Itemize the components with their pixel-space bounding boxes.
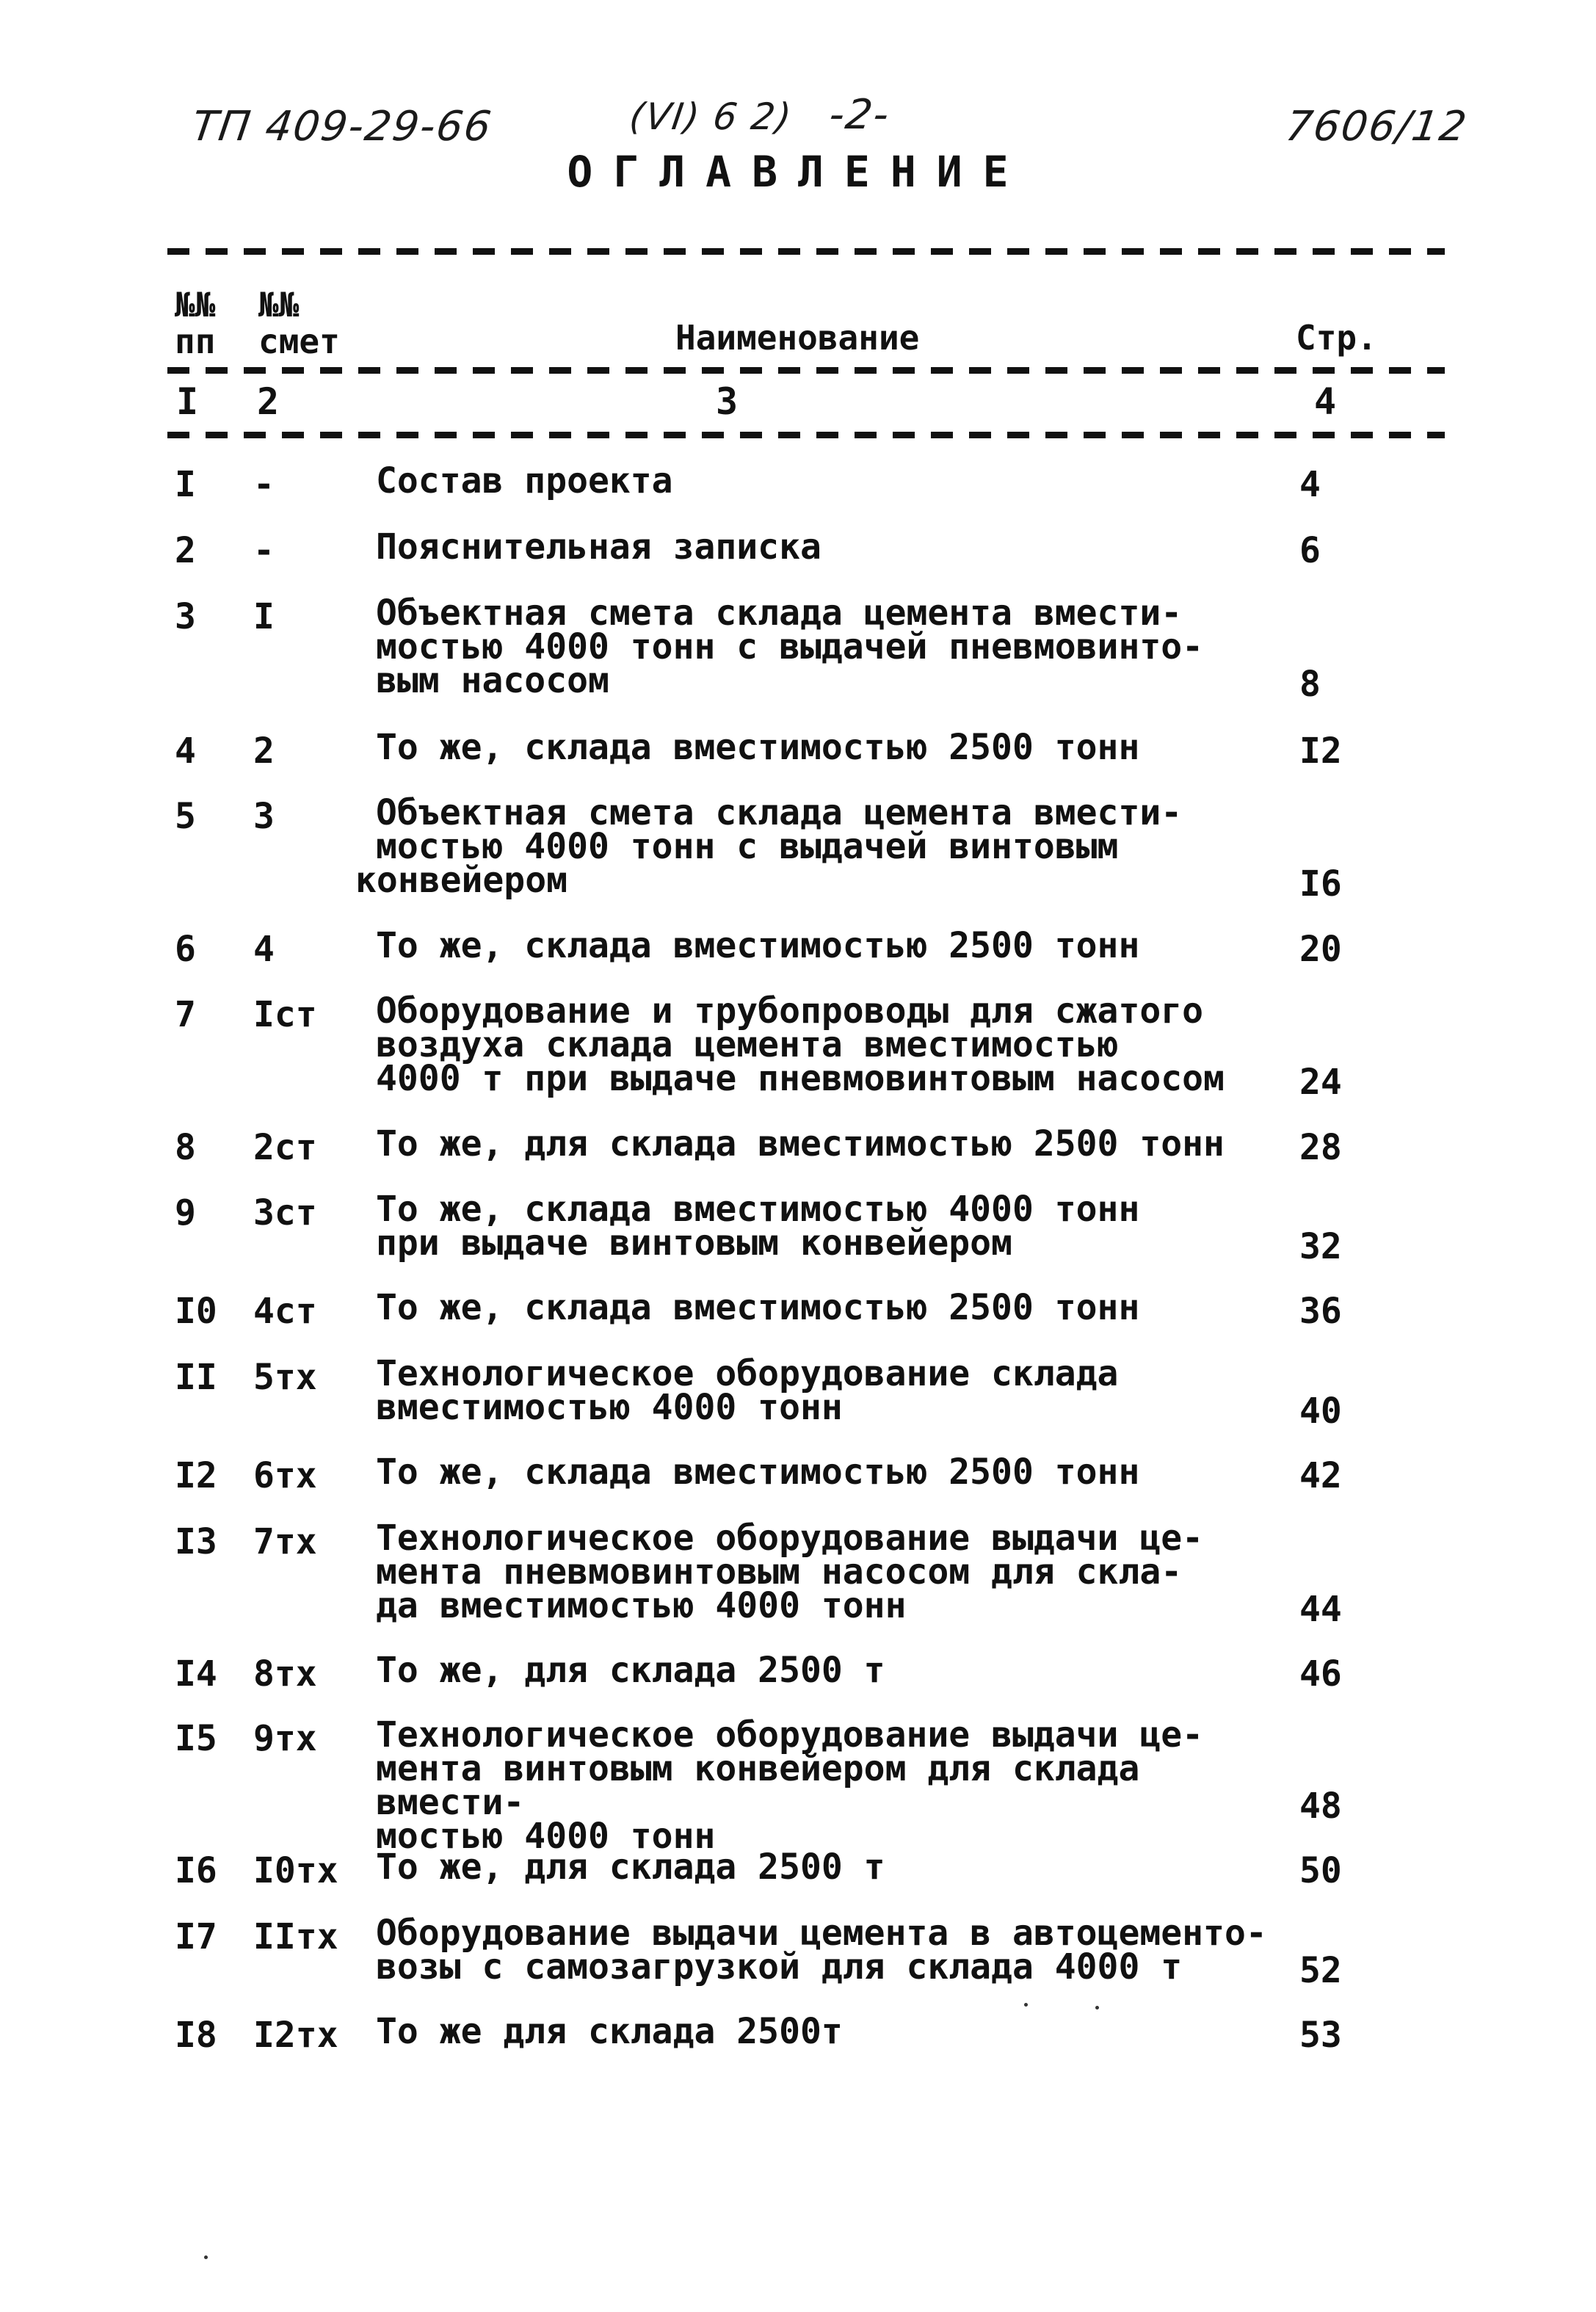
row-title-line: мента пневмовинтовым насосом для скла-: [376, 1551, 1183, 1592]
row-title-line: Объектная смета склада цемента вмести-: [376, 593, 1183, 634]
page-ref: 6: [1299, 530, 1321, 571]
row-title-line: Технологическое оборудование склада: [376, 1353, 1119, 1394]
row-title-line: воздуха склада цемента вместимостью: [376, 1024, 1119, 1065]
row-title-line: мостью 4000 тонн: [376, 1816, 716, 1857]
page-ref: 50: [1299, 1850, 1342, 1891]
row-title-line: Объектная смета склада цемента вмести-: [376, 792, 1183, 833]
row-title-line: конвейером: [355, 860, 567, 901]
row-title: [376, 990, 1286, 1099]
row-number: I0: [175, 1291, 217, 1332]
row-number: I6: [175, 1850, 217, 1891]
project-code: ТП 409-29-66: [189, 103, 496, 151]
row-title: [376, 526, 1286, 568]
row-number: I: [175, 464, 196, 505]
row-title: [376, 1847, 1286, 1888]
row-title: [376, 727, 1286, 768]
column-header-num: [175, 286, 241, 360]
page-ref: 24: [1299, 1062, 1342, 1103]
estimate-code: 6тх: [253, 1455, 317, 1496]
row-title-line: 4000 т при выдаче пневмовинтовым насосом: [376, 1058, 1225, 1099]
page-ref: 20: [1299, 929, 1342, 970]
row-title-line: Состав проекта: [376, 460, 673, 501]
row-title: [376, 460, 1286, 501]
divider-columns: [167, 432, 1445, 438]
scan-speck: [1024, 2003, 1028, 2007]
sheet-code: (VI) 6 2): [626, 95, 795, 138]
row-number: 5: [175, 796, 196, 837]
row-number: I3: [175, 1521, 217, 1562]
row-title-line: То же для склада 2500т: [376, 2011, 843, 2052]
column-header-code-label: №№ смет: [258, 285, 340, 361]
page-ref: 52: [1299, 1950, 1342, 1991]
column-number-4: 4: [1314, 380, 1337, 423]
estimate-code: I2тх: [253, 2015, 338, 2056]
row-title-line: То же, склада вместимостью 2500 тонн: [376, 1452, 1140, 1493]
row-title: [376, 925, 1286, 966]
estimate-code: 2: [253, 731, 275, 772]
page-ref: 48: [1299, 1786, 1342, 1827]
page-number: -2-: [826, 91, 893, 139]
estimate-code: 3: [253, 796, 275, 837]
row-title-line: да вместимостью 4000 тонн: [376, 1585, 907, 1626]
row-title-line: То же, склада вместимостью 2500 тонн: [376, 925, 1140, 966]
page-ref: 53: [1299, 2015, 1342, 2056]
row-title: [376, 1452, 1286, 1493]
estimate-code: I: [253, 596, 275, 637]
estimate-code: 7тх: [253, 1521, 317, 1562]
row-number: I7: [175, 1916, 217, 1957]
row-title-line: Технологическое оборудование выдачи це-: [376, 1714, 1204, 1755]
archive-number: 7606/12: [1283, 103, 1471, 151]
row-title: [376, 1123, 1286, 1164]
estimate-code: I0тх: [253, 1850, 338, 1891]
row-title: [376, 1518, 1286, 1626]
estimate-code: -: [253, 464, 275, 505]
page-ref: 40: [1299, 1391, 1342, 1432]
row-title-line: То же, склада вместимостью 2500 тонн: [376, 1287, 1140, 1328]
estimate-code: 8тх: [253, 1653, 317, 1695]
row-title-line: То же, для склада 2500 т: [376, 1650, 885, 1691]
estimate-code: 4: [253, 929, 275, 970]
row-title: [376, 1714, 1286, 1857]
row-title: [355, 792, 1286, 901]
column-number-1: I: [176, 380, 199, 423]
row-title-line: мостью 4000 тонн с выдачей пневмовинто-: [376, 626, 1204, 667]
row-title-line: То же, для склада вместимостью 2500 тонн: [376, 1123, 1225, 1164]
page-ref: 42: [1299, 1455, 1342, 1496]
row-title-line: вым насосом: [376, 660, 609, 701]
page-ref: I6: [1299, 863, 1342, 905]
page-ref: 8: [1299, 664, 1321, 705]
row-number: 8: [175, 1127, 196, 1168]
row-number: I5: [175, 1718, 217, 1759]
page-ref: 44: [1299, 1589, 1342, 1630]
row-number: 4: [175, 731, 196, 772]
estimate-code: 4ст: [253, 1291, 317, 1332]
row-number: 2: [175, 530, 196, 571]
row-title-line: мента винтовым конвейером для склада вмести-: [376, 1748, 1140, 1823]
column-number-3: 3: [716, 380, 739, 423]
estimate-code: IIтх: [253, 1916, 338, 1957]
row-title: [376, 1913, 1286, 1987]
row-number: I2: [175, 1455, 217, 1496]
row-title-line: вместимостью 4000 тонн: [376, 1387, 843, 1428]
row-title-line: То же, для склада 2500 т: [376, 1847, 885, 1888]
estimate-code: -: [253, 530, 275, 571]
column-number-2: 2: [257, 380, 280, 423]
page-ref: 4: [1299, 464, 1321, 505]
estimate-code: Iст: [253, 994, 317, 1035]
row-title-line: То же, склада вместимостью 2500 тонн: [376, 727, 1140, 768]
row-title-line: Пояснительная записка: [376, 526, 821, 568]
row-title-line: Оборудование и трубопроводы для сжатого: [376, 990, 1204, 1032]
row-title-line: Оборудование выдачи цемента в автоцементо-: [376, 1913, 1267, 1954]
column-header-code: [258, 286, 354, 360]
scan-speck: [1095, 2006, 1099, 2010]
row-number: 6: [175, 929, 196, 970]
row-title-line: мостью 4000 тонн с выдачей винтовым: [376, 826, 1119, 867]
row-title: [376, 2011, 1286, 2052]
column-header-num-label: №№ пп: [175, 285, 216, 361]
row-title: [376, 1353, 1286, 1428]
scan-speck: [204, 2255, 208, 2259]
estimate-code: 2ст: [253, 1127, 317, 1168]
row-title: [376, 1287, 1286, 1328]
divider-top: [167, 248, 1445, 255]
page-ref: 46: [1299, 1653, 1342, 1695]
row-title-line: То же, склада вместимостью 4000 тонн: [376, 1189, 1140, 1230]
estimate-code: 3ст: [253, 1192, 317, 1233]
column-header-name: Наименование: [675, 318, 920, 358]
row-number: 3: [175, 596, 196, 637]
page-ref: 28: [1299, 1127, 1342, 1168]
row-title-line: возы с самозагрузкой для склада 4000 т: [376, 1946, 1183, 1987]
document-title: ОГЛАВЛЕНИЕ: [567, 147, 1029, 197]
row-title-line: при выдаче винтовым конвейером: [376, 1222, 1012, 1264]
row-number: II: [175, 1357, 217, 1398]
estimate-code: 5тх: [253, 1357, 317, 1398]
row-title: [376, 593, 1286, 701]
estimate-code: 9тх: [253, 1718, 317, 1759]
row-number: I8: [175, 2015, 217, 2056]
divider-header: [167, 367, 1445, 374]
row-number: 9: [175, 1192, 196, 1233]
page-ref: 36: [1299, 1291, 1342, 1332]
row-number: I4: [175, 1653, 217, 1695]
page-ref: 32: [1299, 1226, 1342, 1267]
row-number: 7: [175, 994, 196, 1035]
row-title-line: Технологическое оборудование выдачи це-: [376, 1518, 1204, 1559]
page-ref: I2: [1299, 731, 1342, 772]
row-title: [376, 1189, 1286, 1264]
row-title: [376, 1650, 1286, 1691]
column-header-page: Стр.: [1296, 318, 1377, 358]
